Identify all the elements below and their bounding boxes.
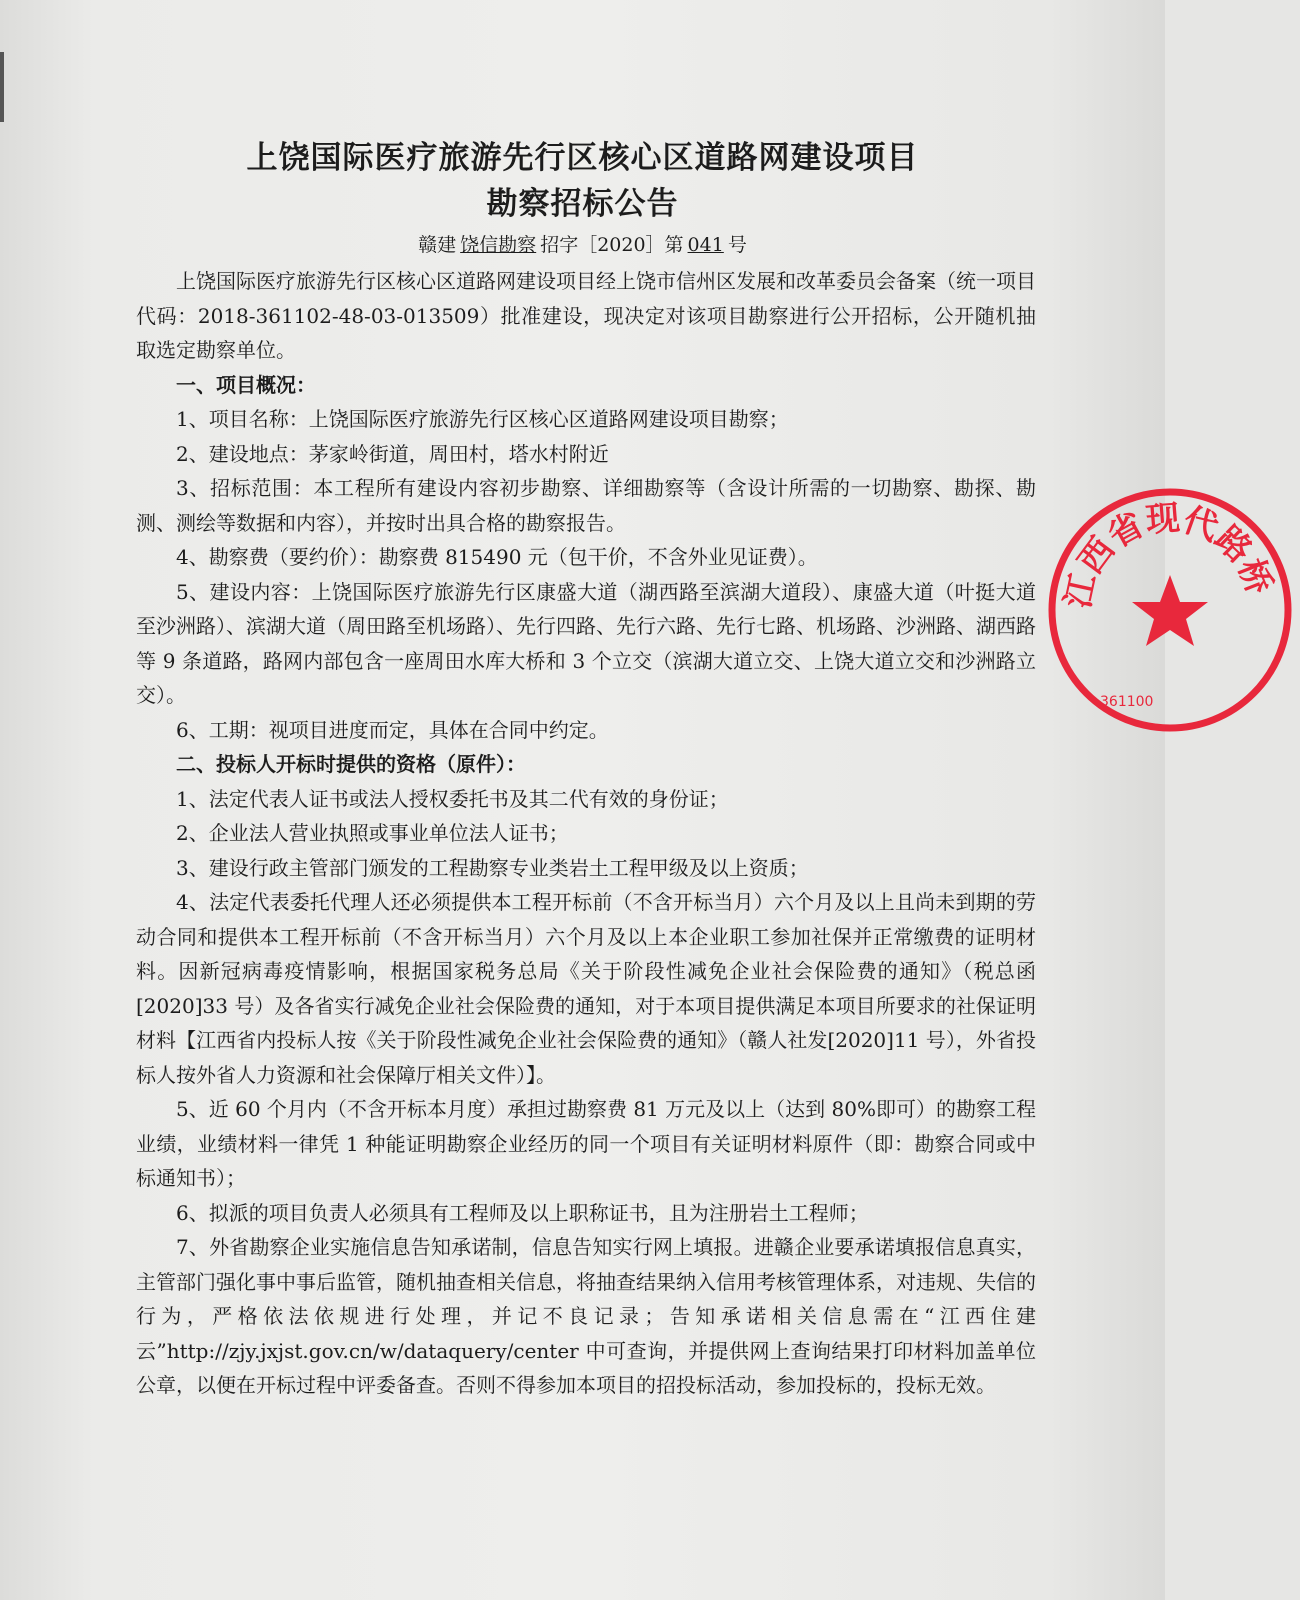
- list-item: 2、企业法人营业执照或事业单位法人证书；: [176, 821, 569, 845]
- seal-text: 江西省现代路桥: [1057, 498, 1280, 612]
- list-item: 3、建设行政主管部门颁发的工程勘察专业类岩土工程甲级及以上资质；: [176, 855, 809, 880]
- list-item: 5、近 60 个月内（不含开标本月度）承担过勘察费 81 万元及以上（达到 80%即可）的勘察工程业绩，业绩材料一律凭 1 种能证明勘察企业经历的同一个项目有关证明材料原件（即：勘察合同或中标通知书）；: [136, 1097, 1036, 1190]
- intro-paragraph: 上饶国际医疗旅游先行区核心区道路网建设项目经上饶市信州区发展和改革委员会备案（统一项目代码：2018-361102-48-03-013509）批准建设，现决定对该项目勘察进行公开招标，公开随机抽取选定勘察单位。: [136, 269, 1036, 362]
- title-line-2: 勘察招标公告: [486, 186, 679, 222]
- title-line-1: 上饶国际医疗旅游先行区核心区道路网建设项目: [246, 140, 919, 176]
- list-item: 2、建设地点：茅家岭街道，周田村，塔水村附近: [176, 441, 609, 466]
- doc-number-field2: 041: [687, 234, 724, 256]
- section-heading-1: 一、项目概况：: [176, 372, 316, 397]
- official-seal: [1040, 480, 1300, 740]
- page-edge-mark: [0, 52, 4, 122]
- list-item: 7、外省勘察企业实施信息告知承诺制，信息告知实行网上填报。进赣企业要承诺填报信息真实，主管部门强化事中事后监管，随机抽查相关信息，将抽查结果纳入信用考核管理体系，对违规、失信的行为，严格依法依规进行处理，并记不良记录；告知承诺相关信息需在“江西住建云”http://zjy.jxjst.gov.cn/w/dataquery/center 中可查询，并提供网上查询结果打印材料加盖单位公章，以便在开标过程中评委备查。否则不得参加本项目的招投标活动，参加投标的，投标无效。: [136, 1235, 1036, 1397]
- document-body: [136, 264, 1036, 1403]
- list-item: 3、招标范围：本工程所有建设内容初步勘察、详细勘察等（含设计所需的一切勘察、勘探、勘测、测绘等数据和内容），并按时出具合格的勘察报告。: [136, 476, 1036, 535]
- list-item: 1、法定代表人证书或法人授权委托书及其二代有效的身份证；: [176, 786, 729, 811]
- doc-number-field1: 饶信勘察: [460, 234, 537, 256]
- seal-code: 361100: [1100, 694, 1154, 710]
- doc-number-suffix: 号: [727, 234, 747, 256]
- seal-star-icon: [1132, 575, 1208, 646]
- section-heading-2: 二、投标人开标时提供的资格（原件）：: [176, 752, 526, 776]
- list-item: 1、项目名称：上饶国际医疗旅游先行区核心区道路网建设项目勘察；: [176, 407, 789, 431]
- list-item: 4、法定代表委托代理人还必须提供本工程开标前（不含开标当月）六个月及以上且尚未到期的劳动合同和提供本工程开标前（不含开标当月）六个月及以上本企业职工参加社保并正常缴费的证明材料。因新冠病毒疫情影响，根据国家税务总局《关于阶段性减免企业社会保险费的通知》（税总函[2020]33 号）及各省实行减免企业社会保险费的通知，对于本项目提供满足本项目所要求的社保证明材料【江西省内投标人按《关于阶段性减免企业社会保险费的通知》（赣人社发[2020]11 号），外省投标人按外省人力资源和社会保障厅相关文件）】。: [136, 890, 1036, 1087]
- document-number: [0, 230, 1165, 257]
- list-item: 6、拟派的项目负责人必须具有工程师及以上职称证书，且为注册岩土工程师；: [176, 1200, 869, 1225]
- doc-number-prefix: 赣建: [418, 234, 457, 256]
- list-item: 5、建设内容：上饶国际医疗旅游先行区康盛大道（湖西路至滨湖大道段）、康盛大道（叶挺大道至沙洲路）、滨湖大道（周田路至机场路）、先行四路、先行六路、先行七路、机场路、沙洲路、湖西路等 9 条道路，路网内部包含一座周田水库大桥和 3 个立交（滨湖大道立交、上饶大道立交和沙洲路立交）。: [136, 579, 1036, 707]
- list-item: 6、工期：视项目进度而定，具体在合同中约定。: [176, 717, 609, 742]
- doc-number-middle: 招字［2020］第: [540, 234, 684, 256]
- list-item: 4、勘察费（要约价）：勘察费 815490 元（包干价，不含外业见证费）。: [176, 545, 818, 569]
